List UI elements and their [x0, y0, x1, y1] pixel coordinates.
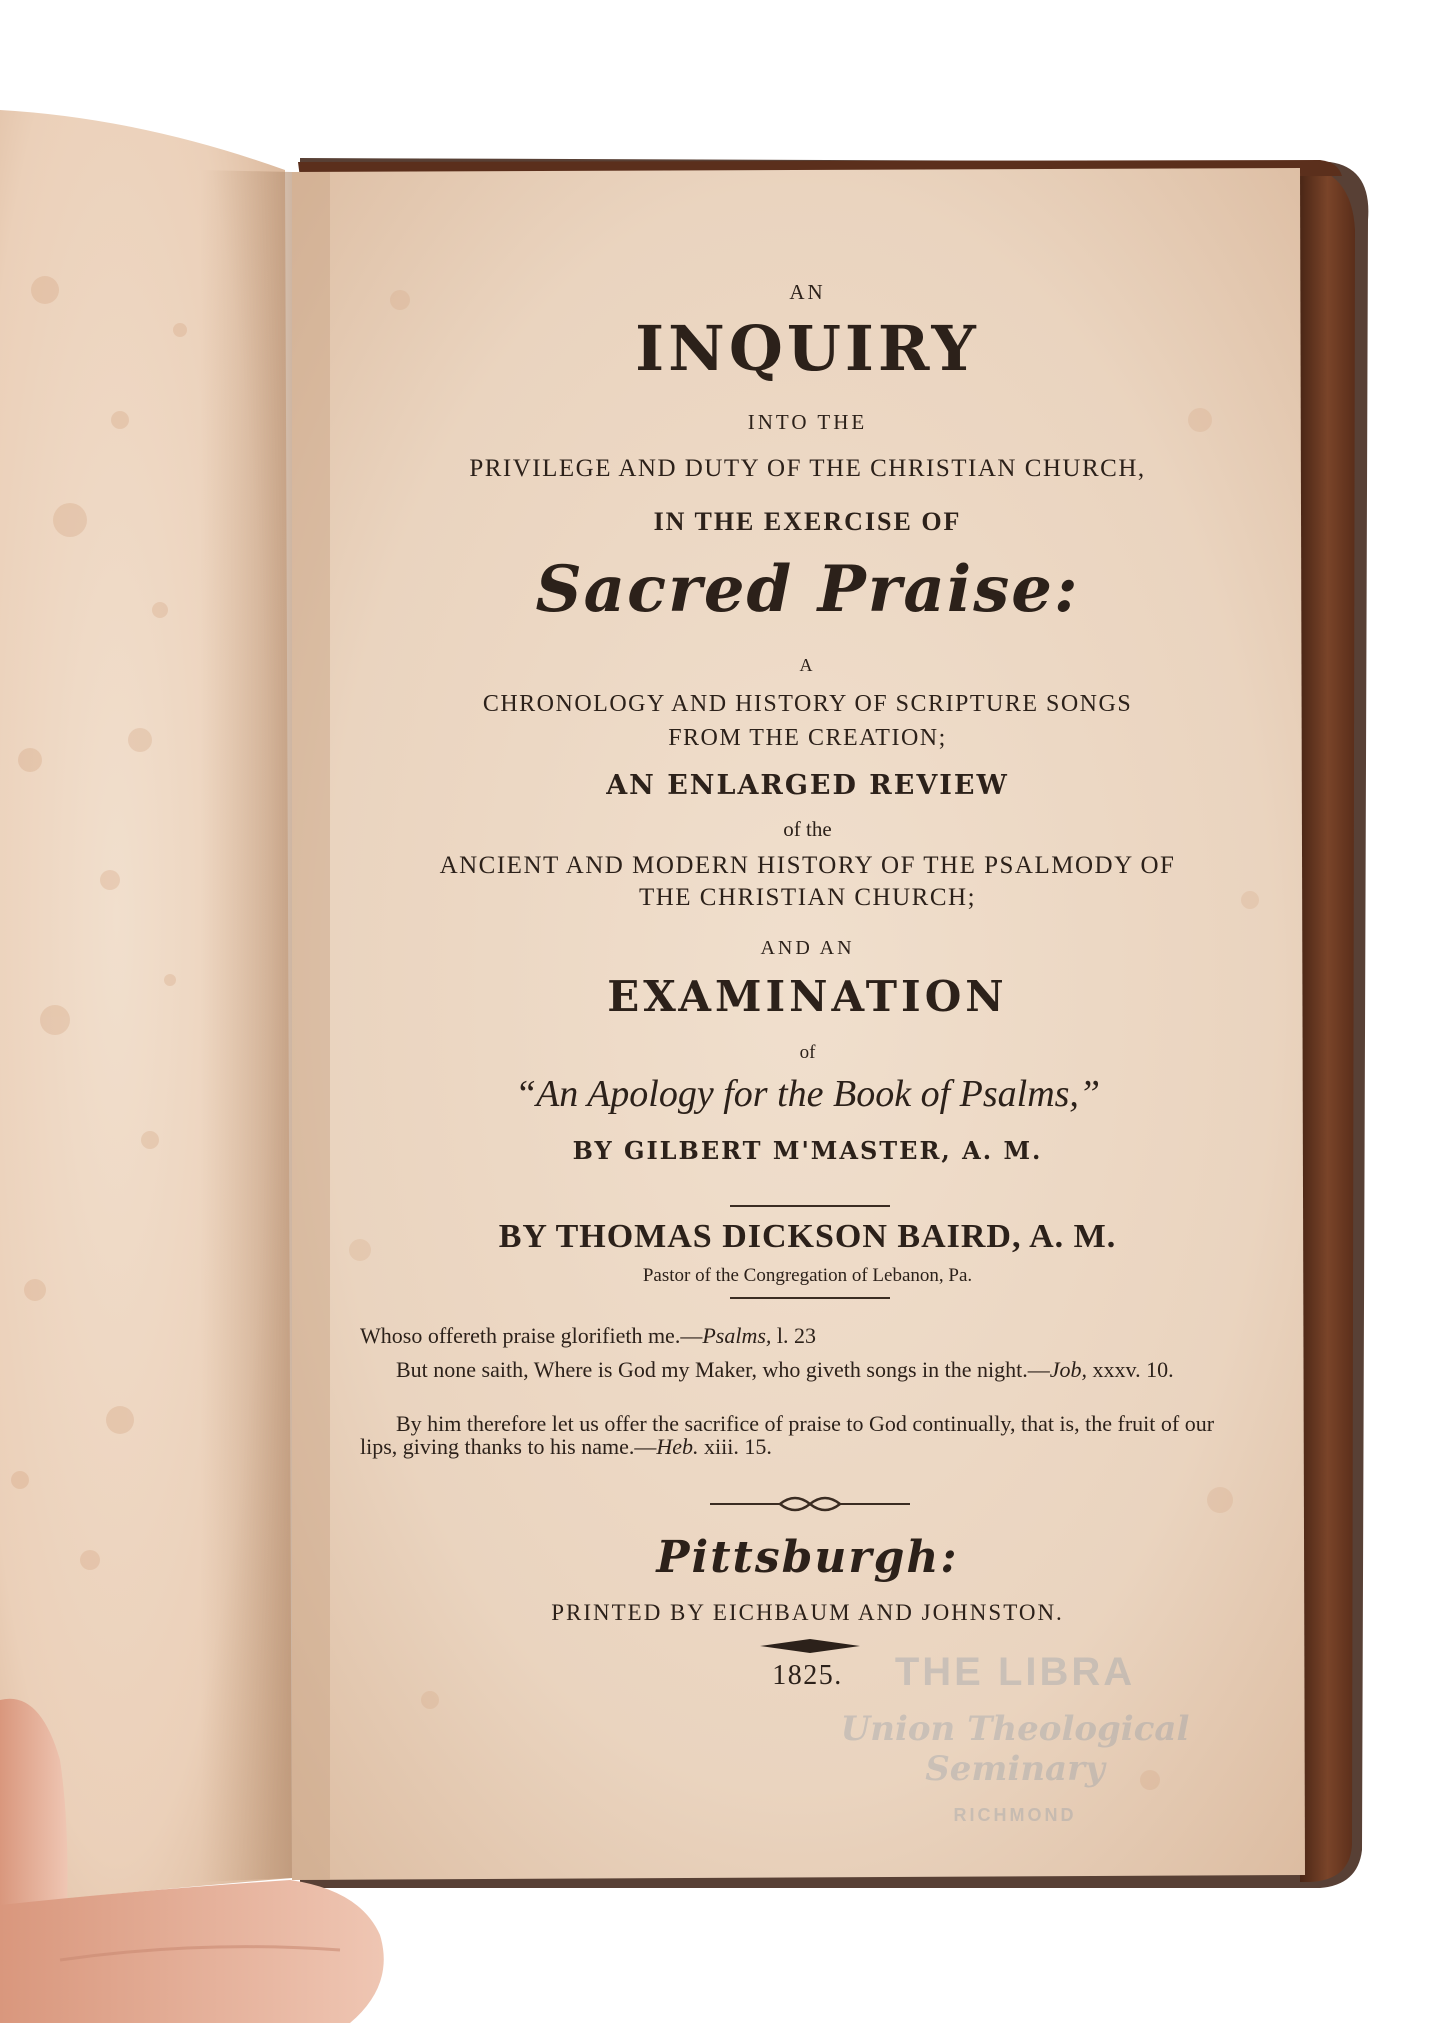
stamp-line-1: THE LIBRA	[894, 1650, 1136, 1694]
epigraph-2-text: But none saith, Where is God my Maker, who giveth songs in the night.—	[396, 1357, 1050, 1382]
line-chronology: CHRONOLOGY AND HISTORY OF SCRIPTURE SONGS	[482, 691, 1133, 717]
line-sacred-praise: Sacred Praise:	[535, 552, 1080, 627]
epigraph-3-text: By him therefore let us offer the sacrifice of praise to God continually, that is, the fruit of our lips, giving thanks to his name.—	[360, 1411, 1215, 1459]
line-by-baird: BY THOMAS DICKSON BAIRD, A. M.	[498, 1218, 1117, 1255]
line-examination: EXAMINATION	[607, 972, 1008, 1021]
line-inquiry: INQUIRY	[635, 312, 980, 385]
line-an: AN	[789, 280, 826, 304]
divider-lower	[730, 1297, 890, 1299]
epigraph-3-ref: xiii. 15.	[698, 1434, 772, 1459]
fingers	[0, 1880, 384, 2023]
line-by-mcmaster: BY GILBERT M'MASTER, A. M.	[572, 1136, 1043, 1165]
epigraph-1-ref: l. 23	[771, 1323, 817, 1348]
stamp-line-3: RICHMOND	[953, 1805, 1077, 1825]
line-of: of	[799, 1042, 816, 1063]
stamp-line-2: Union Theological Seminary	[840, 1709, 1190, 1789]
divider-upper	[730, 1205, 890, 1207]
epigraph-1-source: Psalms,	[702, 1323, 772, 1348]
epigraph-2-ref: xxxv. 10.	[1087, 1357, 1174, 1382]
epigraph-2	[360, 1358, 1220, 1381]
line-pittsburgh: Pittsburgh:	[656, 1532, 959, 1583]
line-into-the: INTO THE	[747, 410, 868, 434]
line-from-creation: FROM THE CREATION;	[668, 725, 947, 751]
line-a: A	[799, 655, 816, 675]
line-of-the: of the	[783, 817, 832, 841]
epigraph-3	[360, 1412, 1220, 1458]
line-enlarged-review: AN ENLARGED REVIEW	[606, 770, 1009, 801]
library-stamp	[755, 1650, 1275, 1826]
line-christian-church: THE CHRISTIAN CHURCH;	[638, 884, 977, 911]
line-privilege: PRIVILEGE AND DUTY OF THE CHRISTIAN CHURCH,	[469, 455, 1146, 482]
epigraph-2-source: Job,	[1049, 1357, 1088, 1382]
line-year: 1825.	[772, 1660, 843, 1691]
line-and-an: AND AN	[760, 937, 855, 959]
epigraph-3-source: Heb.	[656, 1434, 699, 1459]
line-ancient-modern: ANCIENT AND MODERN HISTORY OF THE PSALMODY OF	[439, 852, 1176, 879]
line-in-exercise: IN THE EXERCISE OF	[653, 507, 962, 536]
line-apology: “An Apology for the Book of Psalms,”	[514, 1073, 1101, 1115]
line-pastor: Pastor of the Congregation of Lebanon, Pa.	[642, 1265, 973, 1286]
ornament-swirl	[710, 1492, 910, 1516]
epigraph-1-text: Whoso offereth praise glorifieth me.—	[360, 1323, 703, 1348]
line-printed-by: PRINTED BY EICHBAUM AND JOHNSTON.	[551, 1600, 1064, 1625]
title-page	[290, 172, 1325, 1882]
epigraph-1	[360, 1324, 1220, 1347]
